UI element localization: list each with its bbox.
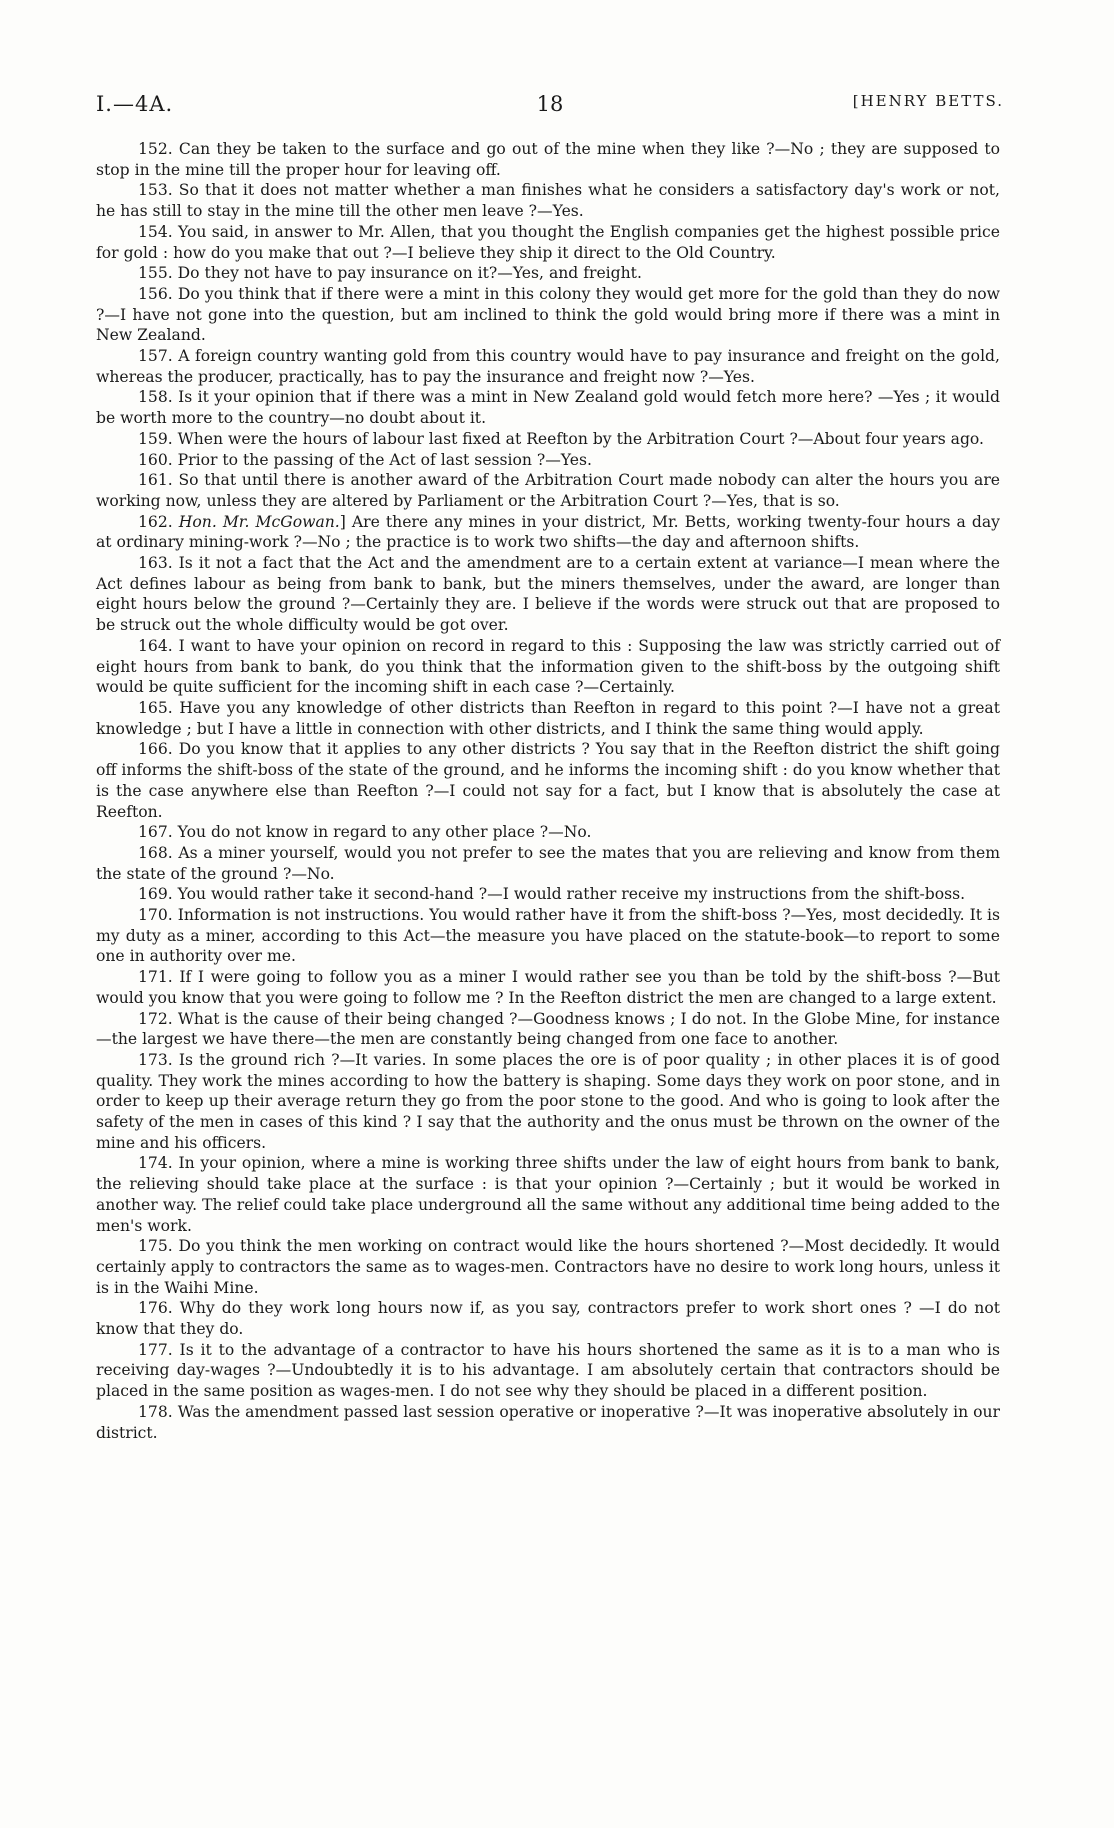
paragraph-152: 152. Can they be taken to the surface and go out of the mine when they like ?—No ; they are supposed to stop in the mine till the proper hour for leaving off. [96,140,1000,179]
paragraph-160: 160. Prior to the passing of the Act of last session ?—Yes. [138,450,592,469]
paragraph-165: 165. Have you any knowledge of other districts than Reefton in regard to this point ?—I have not a great knowledge ; but I have a little in connection with other districts, and I think the same thing would apply. [96,698,1000,738]
paragraph-167: 167. You do not know in regard to any other place ?—No. [138,823,592,842]
paragraph-169: 169. You would rather take it second-hand ?—I would rather receive my instructions from the shift-boss. [138,885,966,904]
paragraph-174: 174. In your opinion, where a mine is working three shifts under the law of eight hours from bank to bank, the relieving should take place at the surface : is that your opinion ?—Certainly ; but it would be worked in another way. The relief could take place underground all the same without any additional time being added to the men's work. [96,1154,1000,1235]
paragraph-164: 164. I want to have your opinion on record in regard to this : Supposing the law was strictly carried out of eight hours from bank to bank, do you think that the information given to the shift-boss by the outgoing shift would be quite sufficient for the incoming shift in each case ?—Certainly. [96,636,1000,697]
speaker-name: Hon. Mr. McGowan. [178,512,340,531]
paragraph-170: 170. Information is not instructions. You would rather have it from the shift-boss ?—Yes, most decidedly. It is my duty as a miner, according to this Act—the measure you have placed on the statute-book—to report to some one in authority over me. [96,906,1000,966]
paragraph-162 [96,512,1000,553]
paragraph-163: 163. Is it not a fact that the Act and the amendment are to a certain extent at variance—I mean where the Act defines labour as being from bank to bank, but the miners themselves, under the award, are longer than eight hours below the ground ?—Certainly they are. I believe if the words were struck out that are proposed to be struck out the whole difficulty would be got over. [96,554,1000,635]
paragraph-172: 172. What is the cause of their being changed ?—Goodness knows ; I do not. In the Globe Mine, for instance—the largest we have there—the men are constantly being changed from one face to another. [96,1009,1000,1049]
paragraph-171: 171. If I were going to follow you as a miner I would rather see you than be told by the shift-boss ?—But would you know that you were going to follow me ? In the Reefton district the men are changed to a large extent. [96,968,1000,1007]
paper-reference: I.—4A. [96,92,174,116]
paragraph-158: 158. Is it your opinion that if there was a mint in New Zealand gold would fetch more here? —Yes ; it would be worth more to the country—no doubt about it. [96,388,1000,428]
paragraph-159: 159. When were the hours of labour last fixed at Reefton by the Arbitration Court ?—About four years ago. [138,429,985,448]
page-number: 18 [536,92,564,116]
paragraph-175: 175. Do you think the men working on contract would like the hours shortened ?—Most decidedly. It would certainly apply to contractors the same as to wages-men. Contractors have no desire to work long hours, unless it is in the Waihi Mine. [96,1237,1000,1297]
paragraph-173: 173. Is the ground rich ?—It varies. In some places the ore is of poor quality ; in other places it is of good quality. They work the mines according to how the battery is shaping. Some days they work on poor stone, and in order to keep up their average return they go from the poor stone to the good. And who is going to look after the safety of the men in cases of this kind ? I say that the authority and the onus must be thrown on the owner of the mine and his officers. [96,1050,1000,1152]
paragraph-168: 168. As a miner yourself, would you not prefer to see the mates that you are relieving and know from them the state of the ground ?—No. [96,843,1000,883]
paragraph-155: 155. Do they not have to pay insurance on it?—Yes, and freight. [138,264,642,283]
paragraph-177: 177. Is it to the advantage of a contractor to have his hours shortened the same as it is to a man who is receiving day-wages ?—Undoubtedly it is to his advantage. I am absolutely certain that contractors should be placed in the same position as wages-men. I do not see why they should be placed in a different position. [96,1340,1000,1401]
paragraph-153: 153. So that it does not matter whether a man finishes what he considers a satisfactory day's work or not, he has still to stay in the mine till the other men leave ?—Yes. [96,181,1000,221]
paragraph-178: 178. Was the amendment passed last session operative or inoperative ?—It was inoperative absolutely in our district. [96,1402,1000,1442]
paragraph-161: 161. So that until there is another award of the Arbitration Court made nobody can alter the hours you are working now, unless they are altered by Parliament or the Arbitration Court ?—Yes, that is so. [96,471,1000,510]
paragraph-text: ] Are there any mines in your district, Mr. Betts, working twenty-four hours a day at ordinary mining-work ?—No ; the practice is to work two shifts—the day and afternoon shifts. [96,512,1000,552]
evidence-text [96,139,1000,1443]
paragraph-154: 154. You said, in answer to Mr. Allen, that you thought the English companies get the highest possible price for gold : how do you make that out ?—I believe they ship it direct to the Old Country. [96,222,1000,262]
paragraph-156: 156. Do you think that if there were a mint in this colony they would get more for the gold than they do now ?—I have not gone into the question, but am inclined to think the gold would bring more if there was a mint in New Zealand. [96,284,1000,345]
paragraph-176: 176. Why do they work long hours now if, as you say, contractors prefer to work short ones ? —I do not know that they do. [96,1299,1000,1339]
paragraph-166: 166. Do you know that it applies to any other districts ? You say that in the Reefton district the shift going off informs the shift-boss of the state of the ground, and he informs the incoming shift : do you know whether that is the case anywhere else than Reefton ?—I could not say for a fact, but I know that is absolutely the case at Reefton. [96,740,1000,821]
paragraph-number: 162. [138,512,173,531]
page-header [96,92,1004,118]
witness-name: [HENRY BETTS. [852,92,1004,110]
paragraph-157: 157. A foreign country wanting gold from this country would have to pay insurance and freight on the gold, whereas the producer, practically, has to pay the insurance and freight now ?—Yes. [96,347,1000,386]
